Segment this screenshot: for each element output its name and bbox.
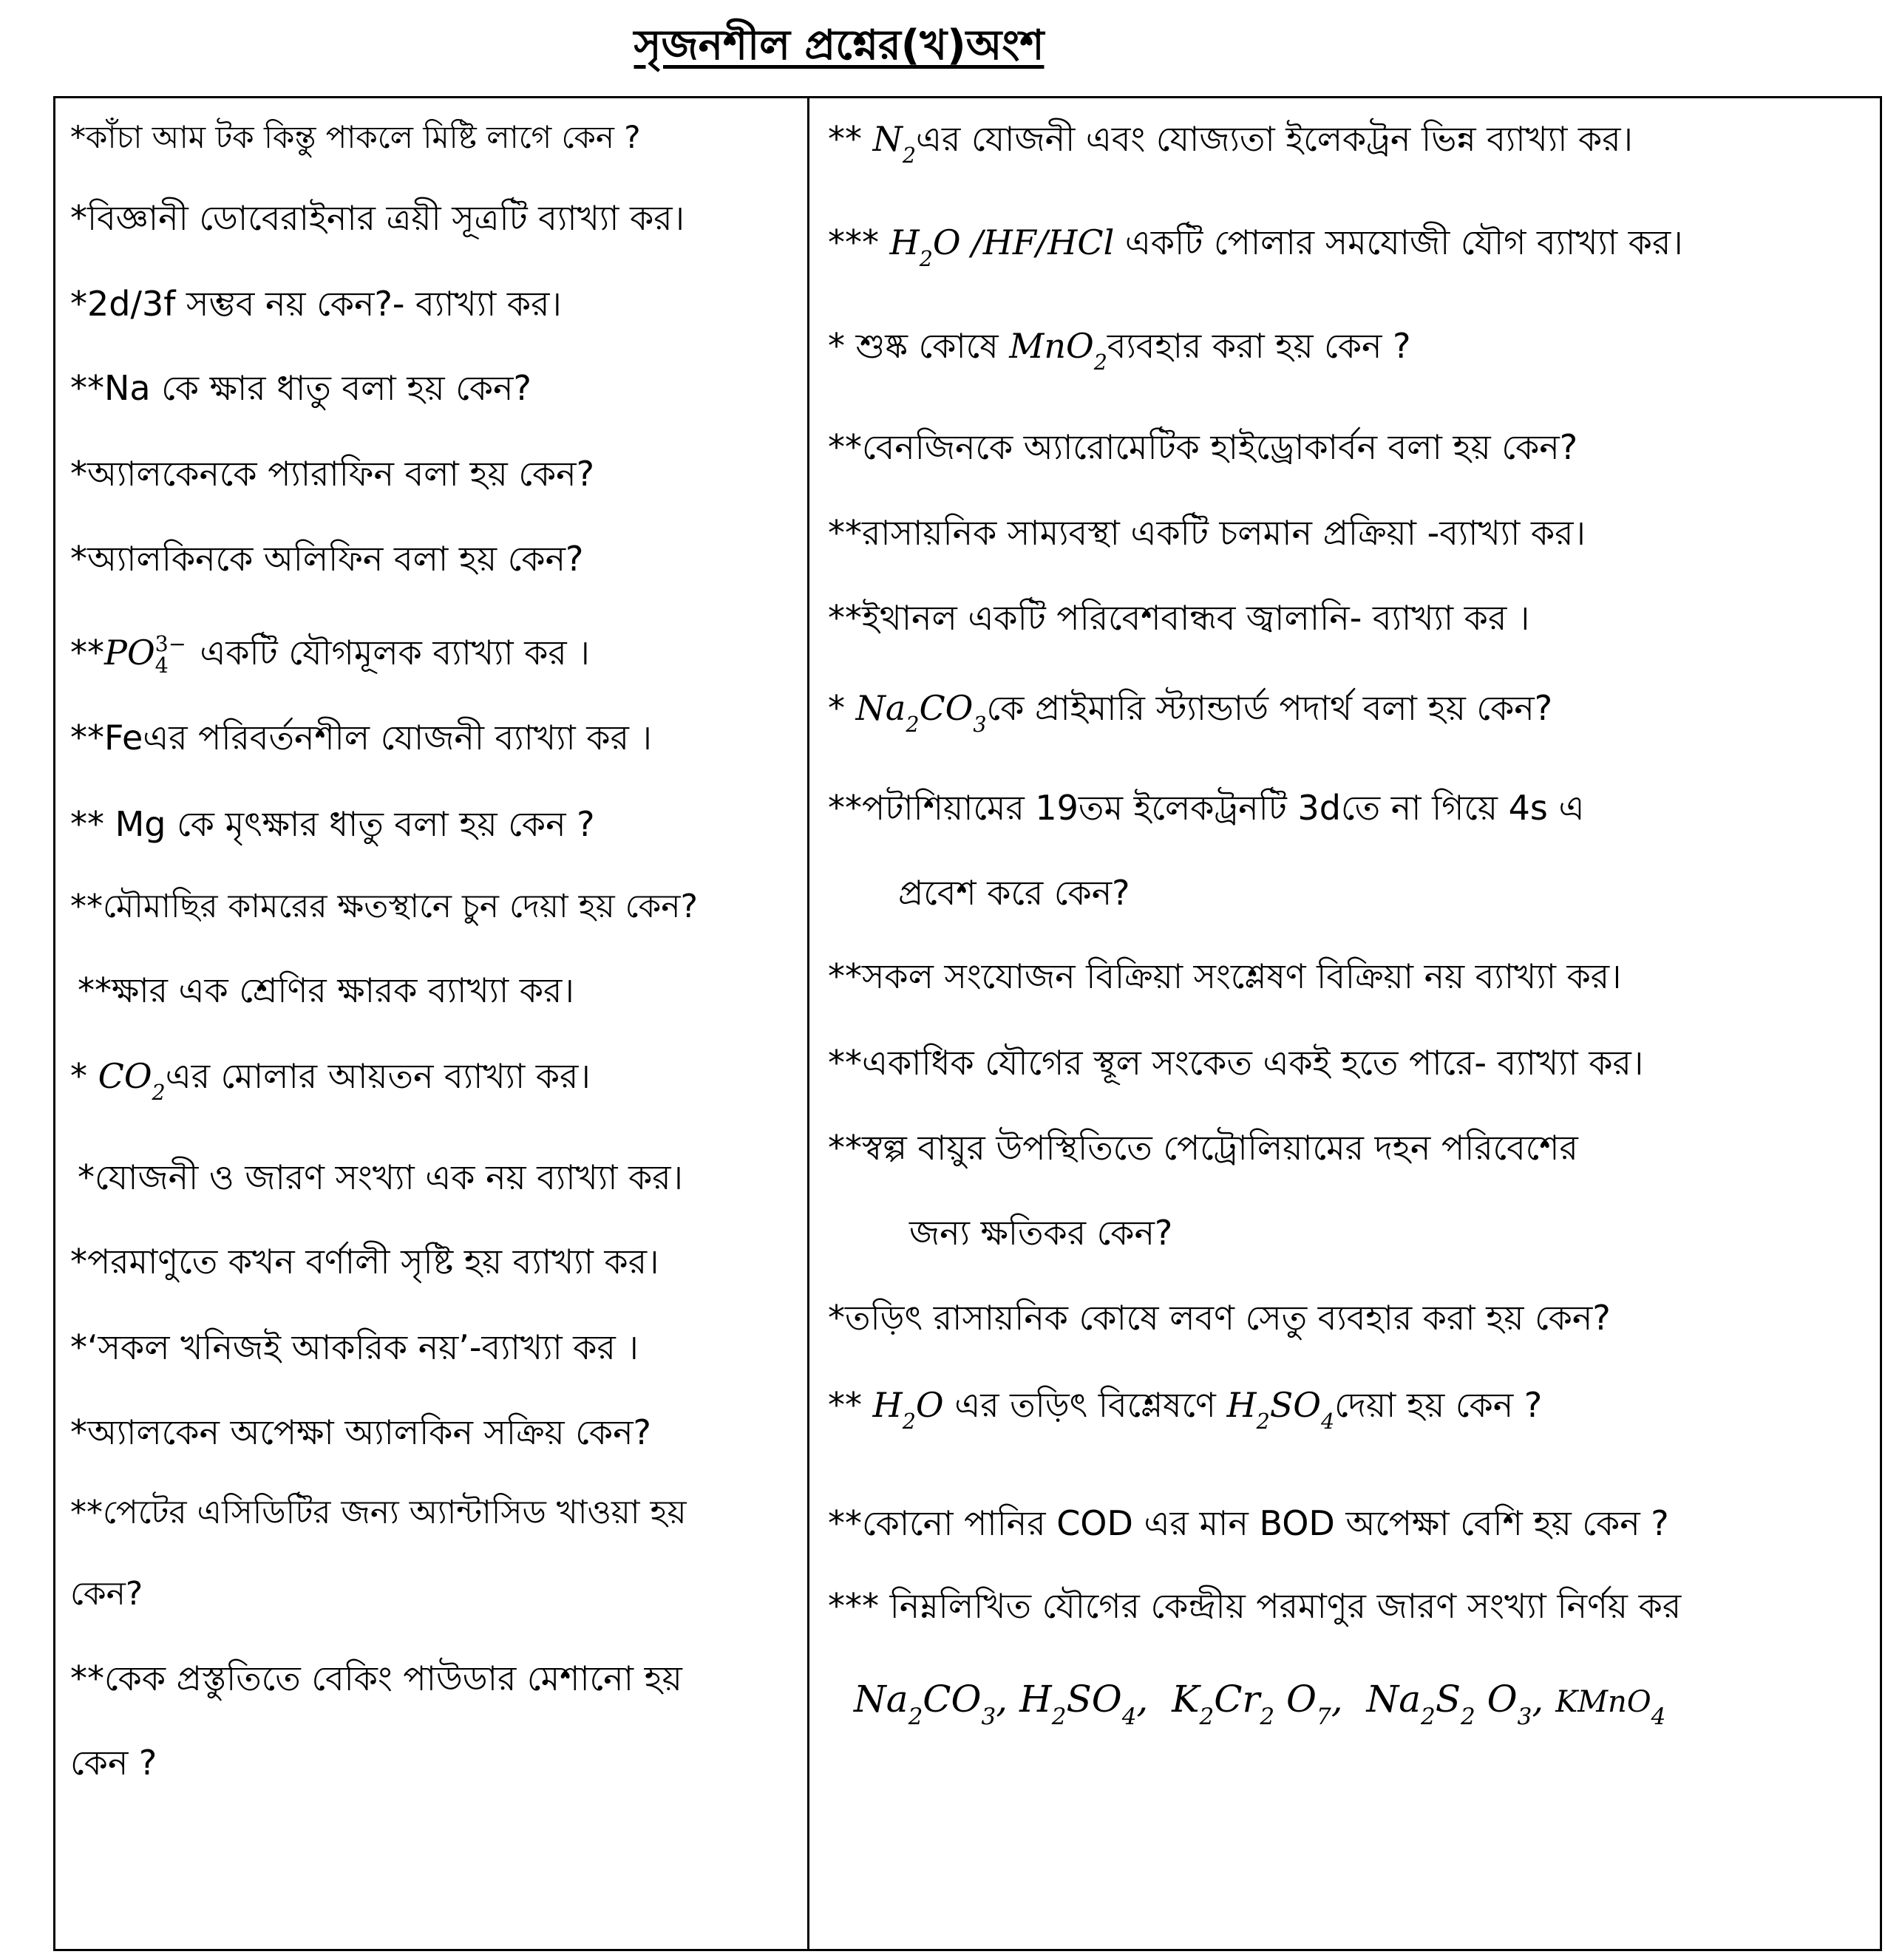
left-question-2: *বিজ্ঞানী ডোবেরাইনার ত্রয়ী সূত্রটি ব্যাখ্যা কর। (70, 198, 685, 238)
right-question-1 (828, 119, 1633, 168)
subscript: 4 (1121, 1704, 1137, 1731)
subscript: 2 (1093, 350, 1107, 375)
subscript: 2 (1421, 1704, 1436, 1731)
prefix: * (828, 688, 856, 728)
right-question-7 (828, 688, 1553, 737)
subscript: 2 (919, 246, 933, 271)
right-question-3 (828, 326, 1411, 375)
subscript: 2 (1461, 1704, 1475, 1731)
question-text: এর তড়িৎ বিশ্লেষণে (943, 1385, 1227, 1425)
formula-part: O (1286, 1678, 1317, 1721)
formula-part: O (1487, 1678, 1518, 1721)
right-question-11-line-2: জন্য ক্ষতিকর কেন? (909, 1213, 1173, 1253)
right-question-8-line-2: প্রবেশ করে কেন? (898, 873, 1130, 913)
phosphate-formula: PO (104, 633, 155, 673)
left-question-11: **ক্ষার এক শ্রেণির ক্ষারক ব্যাখ্যা কর। (78, 970, 574, 1010)
right-question-14: **কোনো পানির COD এর মান BOD অপেক্ষা বেশি হয় কেন ? (828, 1503, 1669, 1543)
n2-formula: N (872, 119, 903, 159)
subscript: 3 (1517, 1704, 1532, 1731)
subscript: 2 (1051, 1704, 1067, 1731)
subscript: 2 (1199, 1704, 1215, 1731)
question-text: একটি যৌগমূলক ব্যাখ্যা কর । (188, 633, 590, 673)
formula-part: CO (919, 688, 974, 728)
formula-part: K (1172, 1678, 1200, 1721)
co2-formula: CO (98, 1056, 152, 1096)
right-question-15: *** নিম্নলিখিত যৌগের কেন্দ্রীয় পরমাণুর জারণ সংখ্যা নির্ণয় কর (828, 1586, 1682, 1626)
question-text: এর যোজনী এবং যোজ্যতা ইলেকট্রন ভিন্ন ব্যাখ্যা কর। (916, 119, 1633, 159)
formula-part: H (1226, 1385, 1257, 1425)
formula-part: SO (1066, 1678, 1122, 1721)
prefix: ** (70, 633, 104, 673)
right-question-4: **বেনজিনকে অ্যারোমেটিক হাইড্রোকার্বন বলা হয় কেন? (828, 427, 1578, 467)
right-question-6: **ইথানল একটি পরিবেশবান্ধব জ্বালানি- ব্যাখ্যা কর । (828, 598, 1530, 638)
left-question-9: ** Mg কে মৃৎক্ষার ধাতু বলা হয় কেন ? (70, 804, 595, 844)
subscript: 4 (1320, 1409, 1335, 1434)
separator: , (1136, 1678, 1149, 1721)
prefix: * শুষ্ক কোষে (828, 326, 1010, 366)
left-question-3: *2d/3f সম্ভব নয় কেন?- ব্যাখ্যা কর। (70, 284, 562, 324)
subscript: 3 (973, 712, 987, 737)
question-text: ব্যবহার করা হয় কেন ? (1107, 326, 1411, 366)
left-question-6: *অ্যালকিনকে অলিফিন বলা হয় কেন? (70, 539, 584, 579)
right-question-5: **রাসায়নিক সাম্যবস্থা একটি চলমান প্রক্রিয়া -ব্যাখ্যা কর। (828, 513, 1586, 553)
subscript: 2 (152, 1080, 166, 1105)
subscript: 2 (1260, 1704, 1275, 1731)
separator: , (1331, 1678, 1343, 1721)
left-question-13: *যোজনী ও জারণ সংখ্যা এক নয় ব্যাখ্যা কর। (78, 1157, 684, 1197)
question-text: দেয়া হয় কেন ? (1334, 1385, 1543, 1425)
right-question-10: **একাধিক যৌগের স্থূল সংকেত একই হতে পারে- ব্যাখ্যা কর। (828, 1043, 1644, 1083)
left-question-18-line-1: **কেক প্রস্তুতিতে বেকিং পাউডার মেশানো হয় (70, 1658, 682, 1698)
prefix: * (70, 1056, 98, 1096)
formula-part: Na (1366, 1678, 1422, 1721)
left-question-14: *পরমাণুতে কখন বর্ণালী সৃষ্টি হয় ব্যাখ্যা কর। (70, 1242, 659, 1282)
left-question-17-line-1: **পেটের এসিডিটির জন্য অ্যান্টাসিড খাওয়া হয় (70, 1494, 687, 1531)
mno2-formula: MnO (1009, 326, 1094, 366)
subscript: 2 (902, 143, 917, 168)
charge: 3− (154, 632, 186, 656)
subscript: 4 (154, 653, 169, 678)
question-text: কে প্রাইমারি স্ট্যান্ডার্ড পদার্থ বলা হয় কেন? (986, 688, 1553, 728)
formula-part: KMnO (1555, 1685, 1651, 1719)
page-title: সৃজনশীল প্রশ্নের(খ)অংশ (634, 21, 1045, 69)
left-question-4: **Na কে ক্ষার ধাতু বলা হয় কেন? (70, 368, 531, 408)
subscript: 3 (981, 1704, 996, 1731)
formula-part: H (889, 222, 920, 262)
formula-part: H (1019, 1678, 1052, 1721)
right-question-11-line-1: **স্বল্প বায়ুর উপস্থিতিতে পেট্রোলিয়ামের দহন পরিবেশের (828, 1128, 1578, 1168)
right-question-9: **সকল সংযোজন বিক্রিয়া সংশ্লেষণ বিক্রিয়া নয় ব্যাখ্যা কর। (828, 956, 1622, 996)
column-divider (807, 96, 809, 1951)
subscript: 2 (1256, 1409, 1270, 1434)
right-question-2 (828, 222, 1683, 271)
formula-part: CO (923, 1678, 982, 1721)
left-question-16: *অ্যালকেন অপেক্ষা অ্যালকিন সক্রিয় কেন? (70, 1412, 651, 1452)
separator: , (1532, 1678, 1544, 1721)
phosphate-charge-subscript (155, 634, 186, 676)
left-question-15: *‘সকল খনিজই আকরিক নয়’-ব্যাখ্যা কর । (70, 1327, 639, 1367)
formula-part: Na (855, 688, 906, 728)
subscript: 4 (1651, 1704, 1666, 1731)
left-question-18-line-2: কেন ? (70, 1743, 157, 1783)
prefix: ** (828, 119, 873, 159)
left-question-7 (70, 634, 590, 676)
formula-part: O (915, 1385, 944, 1425)
left-question-10: **মৌমাছির কামরের ক্ষতস্থানে চুন দেয়া হয় কেন? (70, 888, 698, 925)
right-question-12: *তড়িৎ রাসায়নিক কোষে লবণ সেতু ব্যবহার করা হয় কেন? (828, 1298, 1611, 1338)
subscript: 2 (906, 712, 920, 737)
formula-part: Na (854, 1678, 908, 1721)
formula-part: SO (1269, 1385, 1321, 1425)
left-question-12 (70, 1056, 591, 1105)
left-question-17-line-2: কেন? (70, 1575, 143, 1613)
separator: , (996, 1678, 1008, 1721)
question-text: একটি পোলার সমযোজী যৌগ ব্যাখ্যা কর। (1114, 222, 1683, 262)
compound-formula-list (854, 1678, 1666, 1731)
subscript: 2 (902, 1409, 916, 1434)
left-question-8: **Feএর পরিবর্তনশীল যোজনী ব্যাখ্যা কর । (70, 718, 652, 758)
right-question-8-line-1: **পটাশিয়ামের 19তম ইলেকট্রনটি 3dতে না গিয়ে 4s এ (828, 788, 1585, 828)
formula-part: O /HF/HCl (932, 222, 1115, 262)
formula-part: H (872, 1385, 903, 1425)
formula-part: Cr (1214, 1678, 1260, 1721)
subscript: 2 (908, 1704, 923, 1731)
left-question-5: *অ্যালকেনকে প্যারাফিন বলা হয় কেন? (70, 454, 595, 494)
formula-part: S (1435, 1678, 1461, 1721)
prefix: *** (828, 222, 890, 262)
right-question-13 (828, 1385, 1543, 1434)
question-text: এর মোলার আয়তন ব্যাখ্যা কর। (165, 1056, 591, 1096)
prefix: ** (828, 1385, 873, 1425)
left-question-1: *কাঁচা আম টক কিন্তু পাকলে মিষ্টি লাগে কেন ? (70, 119, 641, 155)
subscript: 7 (1317, 1704, 1331, 1731)
